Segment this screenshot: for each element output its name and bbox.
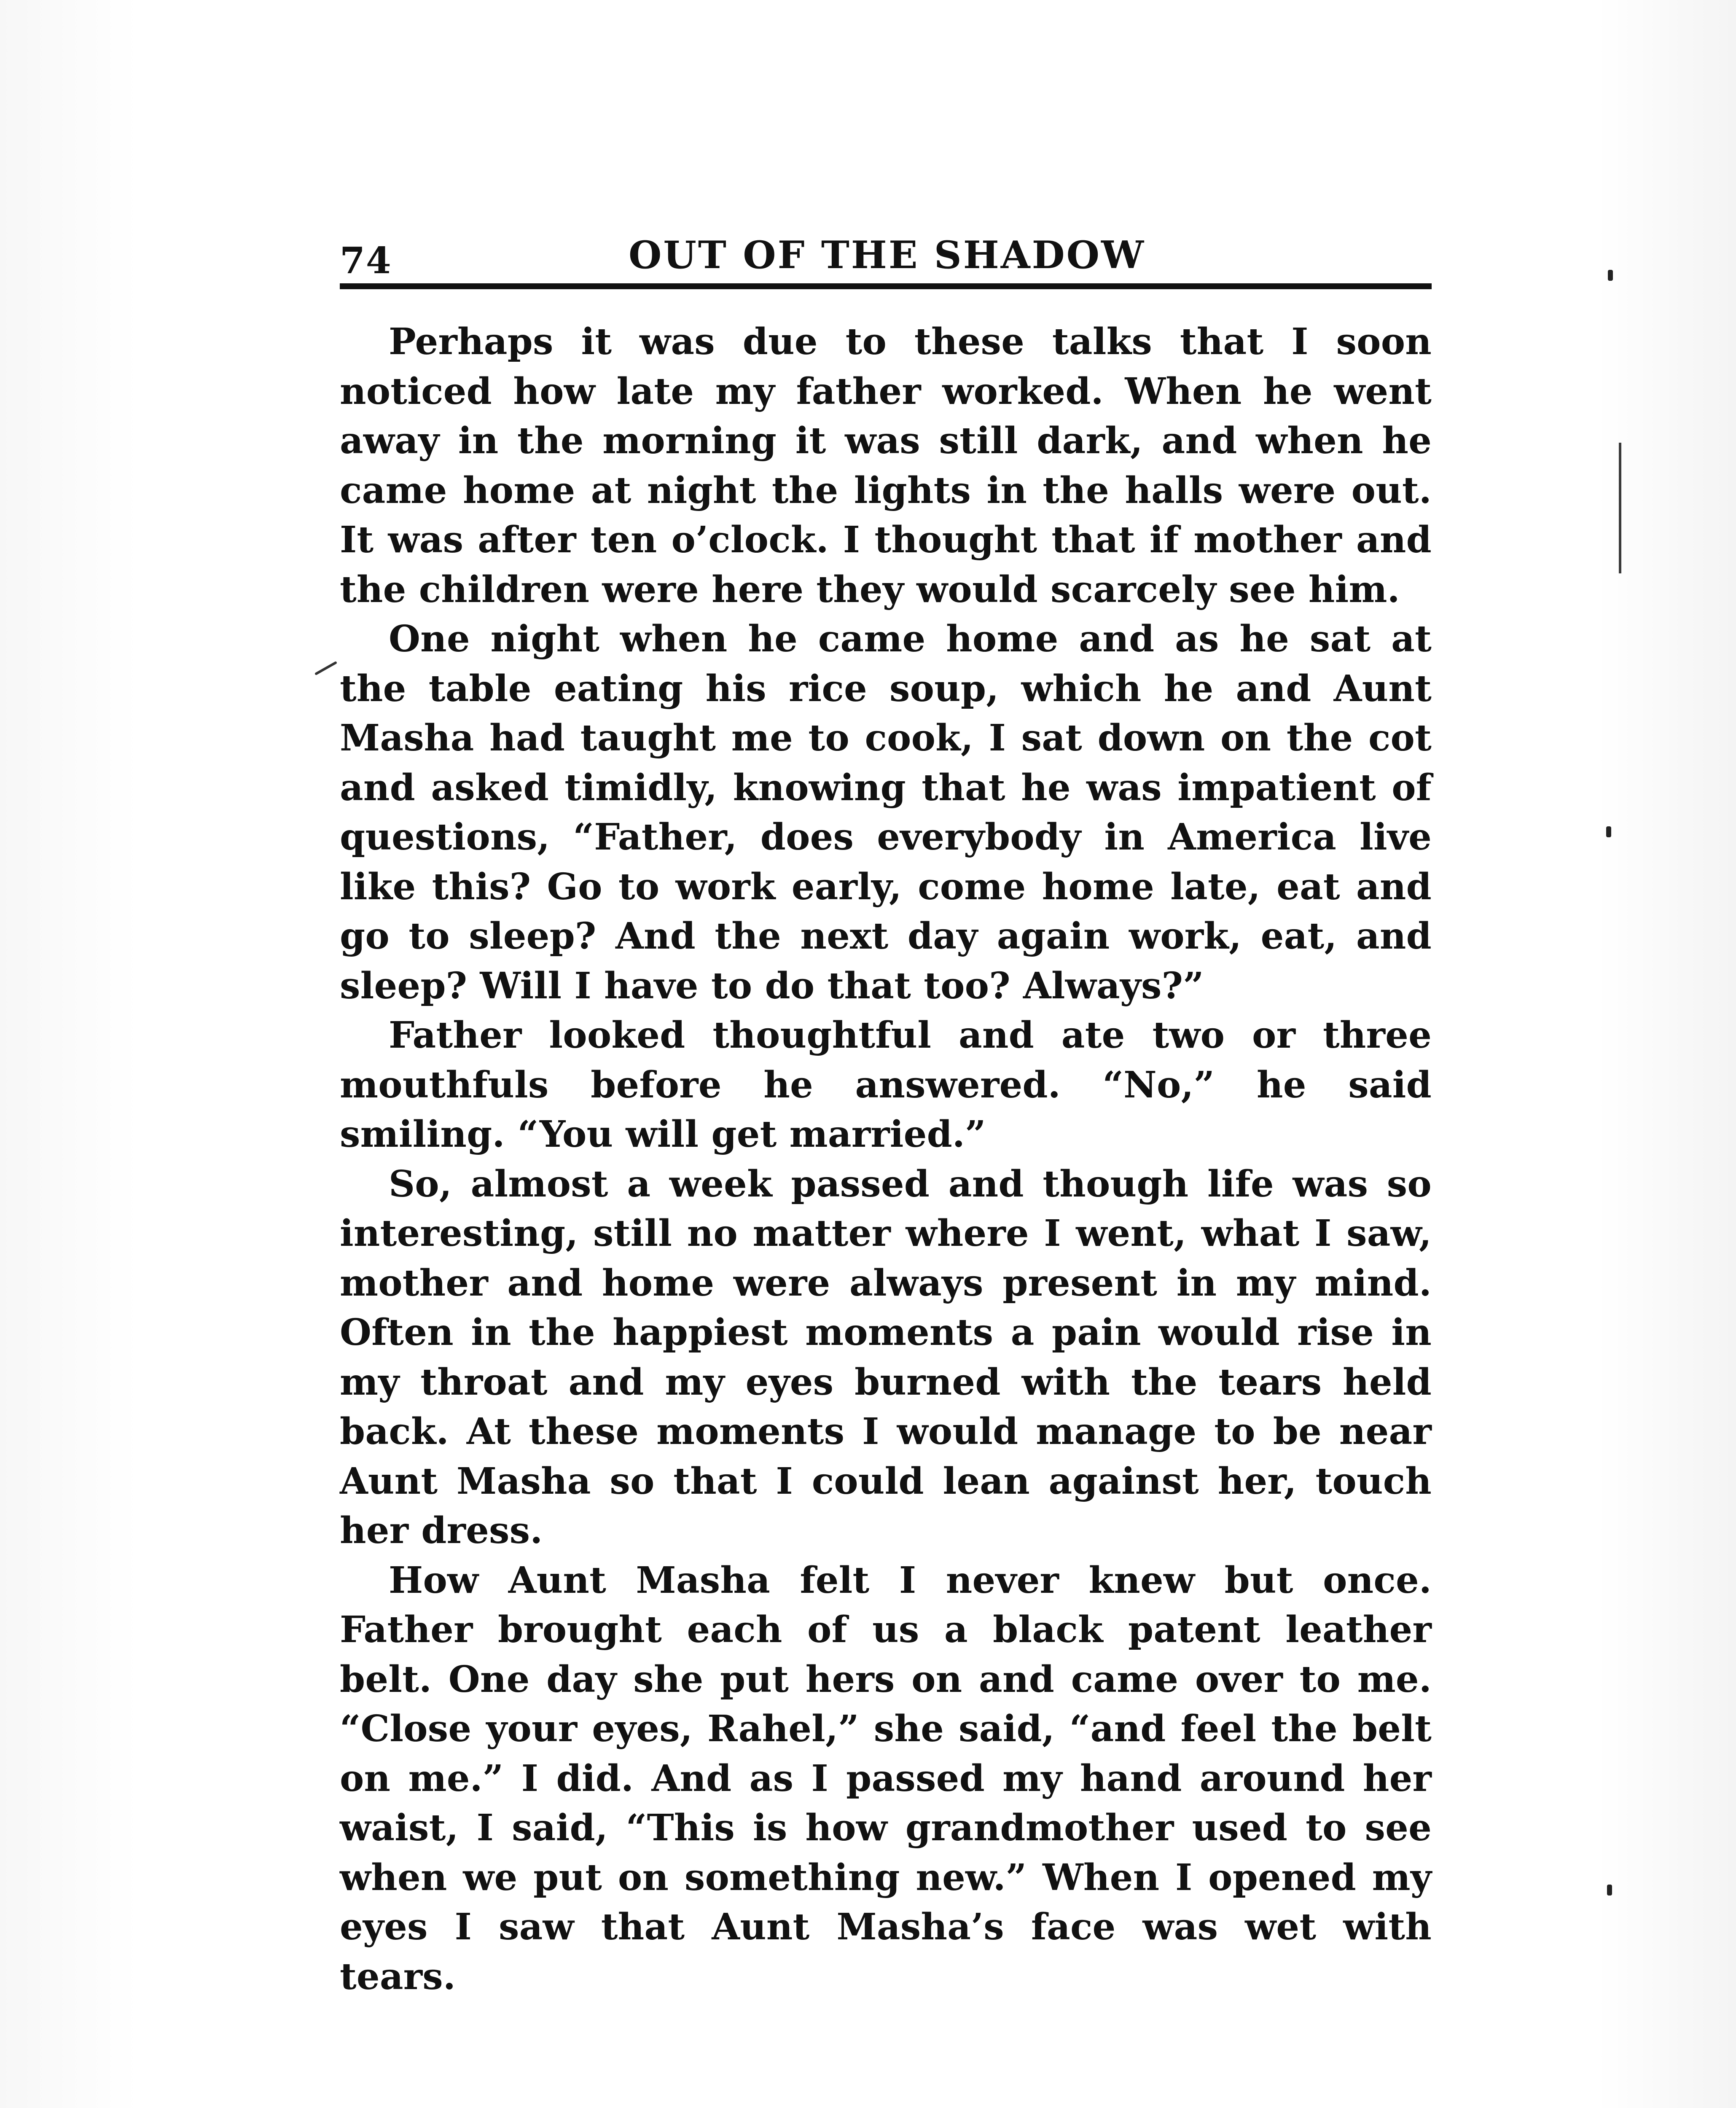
paragraph: One night when he came home and as he sat at the table eating his rice soup, which he and Aunt Masha had taught me to cook, I sat down on the cot and asked timidly, knowing that he was impatient of questions, “Father, does everybody in America live like this? Go to work early, come home late, eat and go to sleep? And the next day again work, eat, and sleep? Will I have to do that too? Always?” — [340, 618, 1432, 1007]
pencil-mark-icon — [314, 661, 338, 675]
page-header — [340, 231, 1432, 286]
margin-dot-icon — [1606, 826, 1611, 837]
header-rule — [340, 283, 1432, 289]
paragraph: So, almost a week passed and though life was so interesting, still no matter where I went, what I saw, mother and home were always present in my mind. Often in the happiest moments a pain would rise in my throat and my eyes burned with the tears held back. At these moments I would manage to be near Aunt Masha so that I could lean against her, touch her dress. — [340, 1162, 1432, 1552]
running-head: OUT OF THE SHADOW — [629, 233, 1146, 277]
paragraph: Perhaps it was due to these talks that I soon noticed how late my father worked. When he went away in the morning it was still dark, and when he came home at night the lights in the halls were out. It was after ten o’clock. I thought that if mother and the children were here they would scarcely see him. — [340, 320, 1432, 611]
margin-dot-icon — [1608, 270, 1613, 281]
page-number: 74 — [340, 239, 392, 282]
body-text — [340, 317, 1432, 2001]
margin-line-icon — [1619, 443, 1621, 573]
margin-dot-icon — [1607, 1885, 1612, 1896]
paragraph: Father looked thoughtful and ate two or three mouthfuls before he answered. “No,” he said smiling. “You will get married.” — [340, 1014, 1432, 1156]
paragraph: How Aunt Masha felt I never knew but once. Father brought each of us a black patent leather belt. One day she put hers on and came over to me. “Close your eyes, Rahel,” she said, “and feel the belt on me.” I did. And as I passed my hand around her waist, I said, “This is how grandmother used to see when we put on something new.” When I opened my eyes I saw that Aunt Masha’s face was wet with tears. — [340, 1559, 1432, 1998]
margin-marks — [1599, 0, 1632, 2108]
